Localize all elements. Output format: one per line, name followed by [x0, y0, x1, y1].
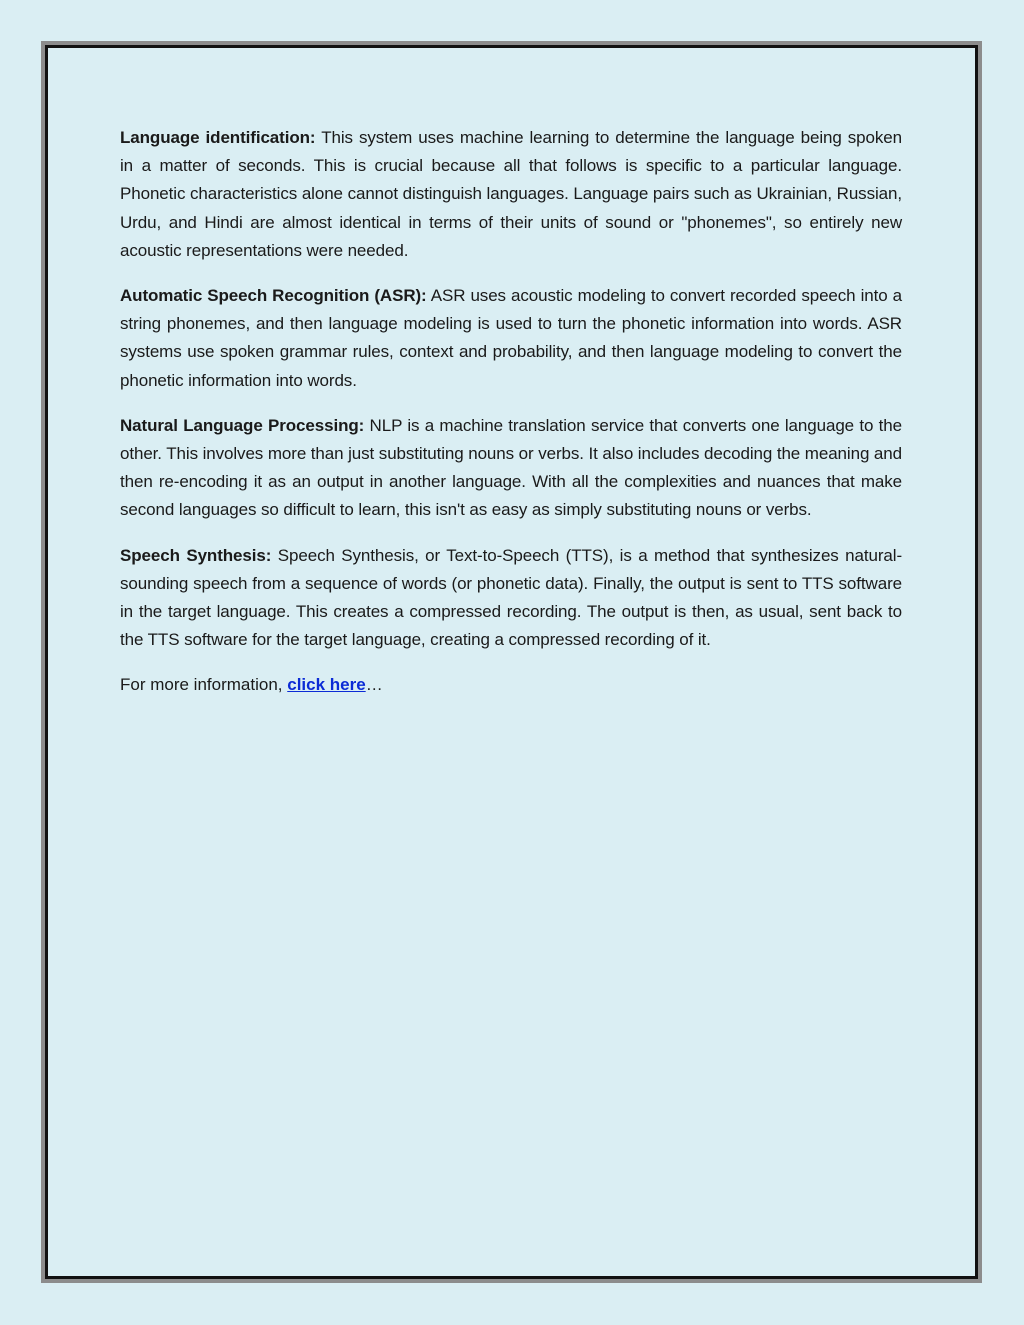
paragraph-text: ASR uses acoustic modeling to convert recorded speech into a string phonemes, and then language modeling is used to turn the phonetic information into words. ASR systems use spoken grammar rules, context and probability, and then language modeling to convert the phonetic information into words. [120, 286, 902, 390]
document-body [120, 124, 902, 700]
paragraph-heading: Speech Synthesis: [120, 545, 272, 565]
paragraph-heading: Language identification: [120, 128, 316, 147]
paragraph-heading: Automatic Speech Recognition (ASR): [120, 286, 427, 306]
paragraph-heading: Natural Language Processing: [120, 415, 365, 435]
paragraph-speech-synthesis [120, 542, 902, 655]
click-here-link[interactable]: click here [287, 675, 366, 695]
more-info-ellipsis: … [365, 675, 383, 695]
paragraph-asr [120, 282, 902, 395]
paragraph-text: Speech Synthesis, or Text-to-Speech (TTS), is a method that synthesizes natural-sounding speech from a sequence of words (or phonetic data). Finally, the output is sent to TTS software in the target language. This creates a compressed recording. The output is then, as usual, sent back to the TTS software for the target language, creating a compressed recording of it. [120, 545, 903, 650]
more-info-line [120, 671, 902, 699]
page-border [41, 41, 982, 1283]
document-page [45, 45, 978, 1279]
paragraph-text: This system uses machine learning to determine the language being spoken in a matter of seconds. This is crucial because all that follows is specific to a particular language. Phonetic characteristics alone cannot distinguish languages. Language pairs such as Ukrainian, Russian, Urdu, and Hindi are almost identical in terms of their units of sound or "phonemes", so entirely new acoustic representations were needed. [120, 128, 902, 260]
more-info-prefix: For more information, [120, 675, 283, 695]
paragraph-language-identification [120, 124, 902, 265]
paragraph-text: NLP is a machine translation service that converts one language to the other. This involves more than just substituting nouns or verbs. It also includes decoding the meaning and then re-encoding it as an output in another language. With all the complexities and nuances that make second languages so difficult to learn, this isn't as easy as simply substituting nouns or verbs. [120, 415, 902, 520]
paragraph-nlp [120, 412, 902, 525]
